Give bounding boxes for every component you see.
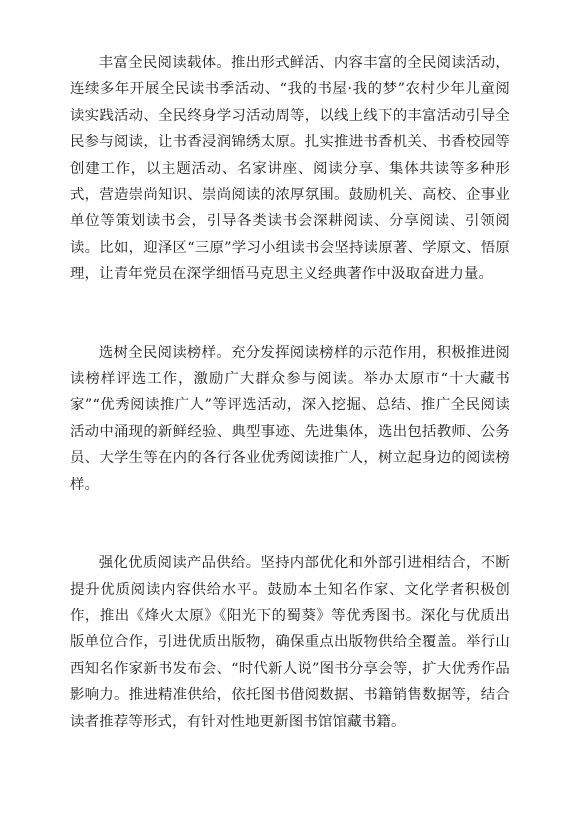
paragraph-reading-carriers: 丰富全民阅读载体。推出形式鲜活、内容丰富的全民阅读活动，连续多年开展全民读书季活动、“我的书屋·我的梦”农村少年儿童阅读实践活动、全民终身学习活动周等，以线上线下的丰富活动引导全民参与阅读，让书香浸润锦绣太原。扎实推进书香机关、书香校园等创建工作，以主题活动、名家讲座、阅读分享、集体共读等多种形式，营造崇尚知识、崇尚阅读的浓厚氛围。鼓励机关、高校、企事业单位等策划读书会，引导各类读书会深耕阅读、分享阅读、引领阅读。比如，迎泽区“三原”学习小组读书会坚持读原著、学原文、悟原理，让青年党员在深学细悟马克思主义经典著作中汲取奋进力量。 <box>70 55 510 283</box>
paragraph-reading-role-models: 选树全民阅读榜样。充分发挥阅读榜样的示范作用，积极推进阅读榜样评选工作，激励广大群众参与阅读。举办太原市“十大藏书家”“优秀阅读推广人”等评选活动，深入挖掘、总结、推广全民阅读活动中涌现的新鲜经验、典型事迹、先进集体，选出包括教师、公务员、大学生等在内的各行各业优秀阅读推广人，树立起身边的阅读榜样。 <box>70 344 510 493</box>
document-page <box>70 50 510 735</box>
paragraph-reading-product-supply: 强化优质阅读产品供给。坚持内部优化和外部引进相结合，不断提升优质阅读内容供给水平。鼓励本土知名作家、文化学者积极创作，推出《烽火太原》《阳光下的蜀葵》等优秀图书。深化与优质出版单位合作，引进优质出版物，确保重点出版物供给全覆盖。举行山西知名作家新书发布会、“时代新人说”图书分享会等，扩大优秀作品影响力。推进精准供给，依托图书借阅数据、书籍销售数据等，结合读者推荐等形式，有针对性地更新图书馆馆藏书籍。 <box>70 555 510 730</box>
